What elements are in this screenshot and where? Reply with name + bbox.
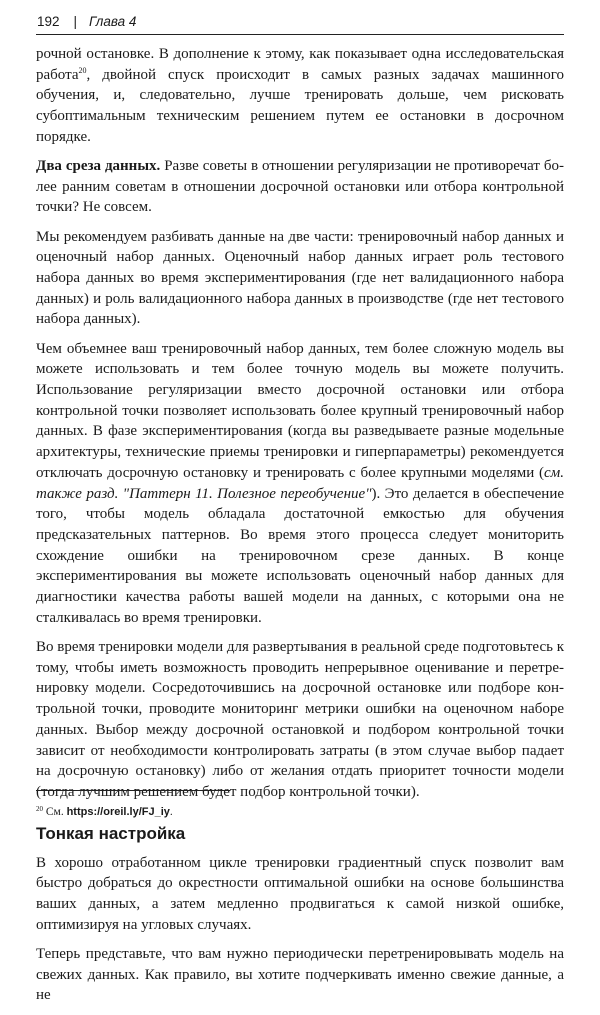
chapter-title: Глава 4: [89, 14, 137, 29]
running-header: [36, 12, 564, 35]
header-separator: |: [73, 14, 78, 29]
page-number: 192: [37, 14, 60, 29]
run-in-heading: Два среза данных.: [36, 158, 161, 175]
footnote-ref[interactable]: 20: [78, 65, 87, 75]
paragraph-text: , двойной спуск происходит в самых разных задачах машинного обучения, и, следовательно, лучше тренировать дольше, чем рисковать субоптимальным техническим решением путем ее остановки в досрочном порядке.: [36, 66, 564, 145]
paragraph-two-data-splits: [36, 156, 564, 218]
footnote-prefix: См.: [43, 806, 67, 818]
paragraph-text: рочной остановке. В дополнение к этому, как показывает одна исследовательская работа: [36, 46, 564, 83]
cross-reference: см. также разд. "Паттерн 11. Полезное переобучение": [36, 464, 564, 502]
paragraph-fine-tuning-2: Теперь представьте, что вам нужно периодически перетренировывать модель на свежих данных. Как правило, вы хотите подчеркивать именно свежие данные, а не: [36, 945, 564, 1004]
paragraph-larger-dataset: [36, 339, 564, 629]
paragraph-text: Чем объемнее ваш тренировочный набор данных, тем более сложную модель вы можете использовать и тем более точную модель вы можете получить. Использование регуляризации вместо досрочной остановки или отбора контрольной точки позволяет использовать более крупный тренировочный набор данных. В фазе экспериментирования (когда вы разведываете разные модельные архитектуры, технические приемы тренировки и гиперпараметры) рекомендуется отключать досрочную остановку и тренировать с более крупными моделями (: [36, 340, 564, 481]
page-body: [36, 44, 564, 1015]
footnote-link[interactable]: https://oreil.ly/FJ_iy: [66, 806, 170, 818]
footnote: [36, 802, 173, 819]
paragraph-text: Разве советы в отношении регуляризации не противоречат более ранним советам в отношении досрочной остановки или отбора контрольной точки? Не совсем.: [36, 158, 564, 216]
footnote-suffix: .: [169, 806, 173, 818]
paragraph-text: ). Это делается в обеспечение того, чтобы модель обладала достаточной емкостью для обучения предсказательных паттернов. Во время этого процесса следует мониторить схождение ошибки на тренировочном срезе данных. В конце экспериментирования вы можете использовать оценочный набор данных для диагностики качества работы вашей модели на данных, с которыми она не сталкивалась во время тренировки.: [36, 485, 565, 626]
footnote-number: 20: [36, 805, 43, 813]
paragraph-recommendation: Мы рекомендуем разбивать данные на две части: тренировочный набор данных и оценочный набор данных. Оценочный набор данных играет роль тестового набора данных во время экспериментирования (где нет валидационного набора данных) и роль валидационного набора данных в производстве (где нет тестового набора данных).: [36, 228, 564, 328]
paragraph-fine-tuning-1: В хорошо отработанном цикле тренировки градиентный спуск позволит вам быстро добраться до окрестности оптимальной ошибки на основе большинства ваших данных, а затем медленно продвигаться к самой низкой ошибке, оптимизируя на угловых случаях.: [36, 854, 564, 933]
paragraph-continued: [36, 44, 564, 148]
paragraph-production-training: Во время тренировки модели для развертывания в реальной среде подготовьтесь к тому, чтобы иметь возможность проводить непрерывное оценивание и перетренировку модели. Сосредоточившись на досрочной остановке или подборе контрольной точки, проводите мониторинг метрики ошибки на оценочном наборе данных. Выбор между досрочной остановкой и подбором контрольной точки зависит от необходимости контролировать затраты (в этом случае выбор падает на досрочную остановку) либо от желания отдать приоритет точности модели (тогда лучшим решением будет подбор контрольной точки).: [36, 638, 564, 800]
footnote-divider: [36, 790, 230, 791]
section-heading: Тонкая настройка: [36, 823, 186, 843]
